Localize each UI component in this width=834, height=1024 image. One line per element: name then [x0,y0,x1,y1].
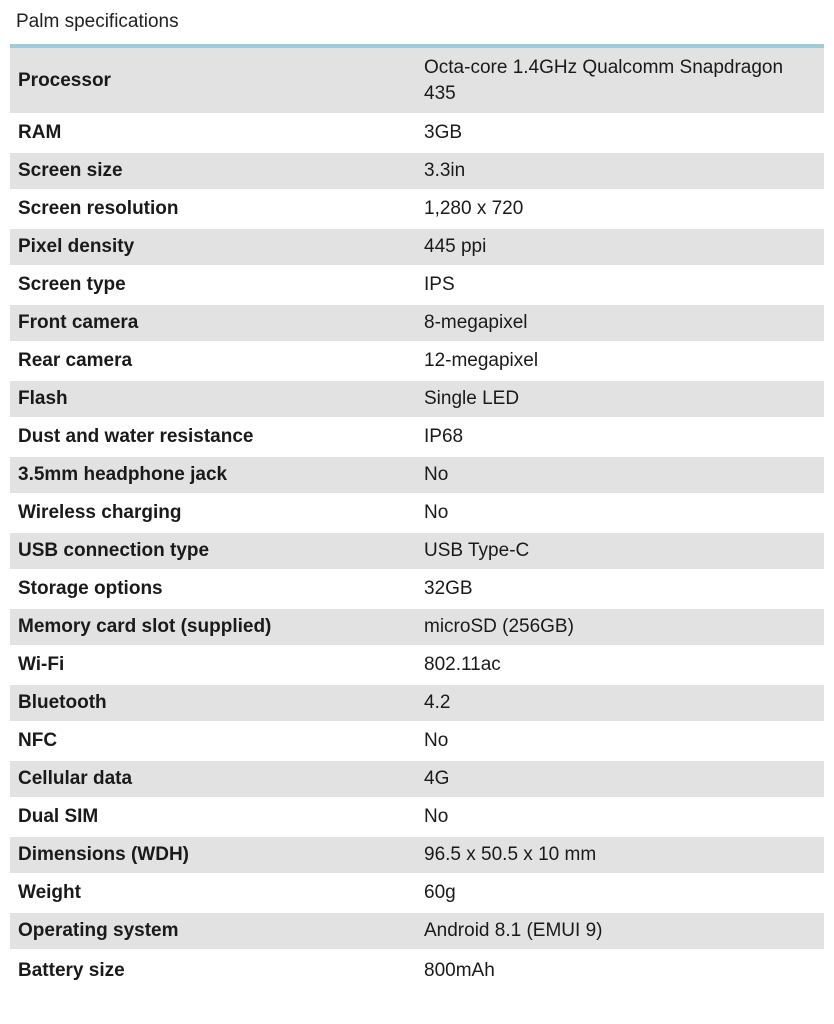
spec-label: Dust and water resistance [10,418,416,456]
spec-row-weight [10,874,824,912]
spec-value: 445 ppi [416,228,824,266]
spec-label: Screen size [10,152,416,190]
spec-row-screen-resolution [10,190,824,228]
spec-row-ram [10,114,824,152]
spec-value: No [416,456,824,494]
spec-label: Processor [10,46,416,114]
spec-value: 3.3in [416,152,824,190]
spec-label: Wi-Fi [10,646,416,684]
spec-value: 8-megapixel [416,304,824,342]
spec-row-storage-options [10,570,824,608]
spec-label: Rear camera [10,342,416,380]
spec-label: Bluetooth [10,684,416,722]
spec-row-processor [10,46,824,114]
spec-row-battery-size [10,950,824,991]
spec-value: IPS [416,266,824,304]
table-caption: Palm specifications [16,11,179,32]
spec-value: 4G [416,760,824,798]
spec-value: 1,280 x 720 [416,190,824,228]
spec-label: NFC [10,722,416,760]
spec-label: Pixel density [10,228,416,266]
spec-row-pixel-density [10,228,824,266]
spec-row-flash [10,380,824,418]
specifications-table [10,44,824,992]
spec-row-cellular-data [10,760,824,798]
spec-value: Single LED [416,380,824,418]
spec-value: 4.2 [416,684,824,722]
spec-label: Battery size [10,950,416,991]
spec-row-bluetooth [10,684,824,722]
spec-row-operating-system [10,912,824,950]
spec-value: IP68 [416,418,824,456]
spec-value: Octa-core 1.4GHz Qualcomm Snapdragon 435 [416,46,824,114]
spec-value: Android 8.1 (EMUI 9) [416,912,824,950]
spec-label: USB connection type [10,532,416,570]
spec-label: Screen type [10,266,416,304]
spec-value: 802.11ac [416,646,824,684]
spec-value: microSD (256GB) [416,608,824,646]
spec-value: 3GB [416,114,824,152]
spec-row-dimensions [10,836,824,874]
spec-value: No [416,722,824,760]
spec-label: RAM [10,114,416,152]
spec-row-dust-water-resistance [10,418,824,456]
spec-label: Cellular data [10,760,416,798]
spec-label: Weight [10,874,416,912]
spec-label: Front camera [10,304,416,342]
spec-label: Screen resolution [10,190,416,228]
spec-value: 800mAh [416,950,824,991]
spec-label: Wireless charging [10,494,416,532]
spec-value: 32GB [416,570,824,608]
spec-label: Dual SIM [10,798,416,836]
spec-row-wireless-charging [10,494,824,532]
spec-row-screen-type [10,266,824,304]
spec-label: Operating system [10,912,416,950]
spec-label: Storage options [10,570,416,608]
spec-value: 60g [416,874,824,912]
spec-label: 3.5mm headphone jack [10,456,416,494]
spec-label: Flash [10,380,416,418]
spec-row-wi-fi [10,646,824,684]
spec-row-nfc [10,722,824,760]
spec-value: 96.5 x 50.5 x 10 mm [416,836,824,874]
spec-row-front-camera [10,304,824,342]
spec-row-screen-size [10,152,824,190]
spec-value: 12-megapixel [416,342,824,380]
spec-row-dual-sim [10,798,824,836]
spec-row-rear-camera [10,342,824,380]
spec-row-usb-connection-type [10,532,824,570]
spec-value: USB Type-C [416,532,824,570]
spec-label: Memory card slot (supplied) [10,608,416,646]
spec-value: No [416,494,824,532]
spec-row-headphone-jack [10,456,824,494]
spec-label: Dimensions (WDH) [10,836,416,874]
spec-row-memory-card-slot [10,608,824,646]
spec-value: No [416,798,824,836]
